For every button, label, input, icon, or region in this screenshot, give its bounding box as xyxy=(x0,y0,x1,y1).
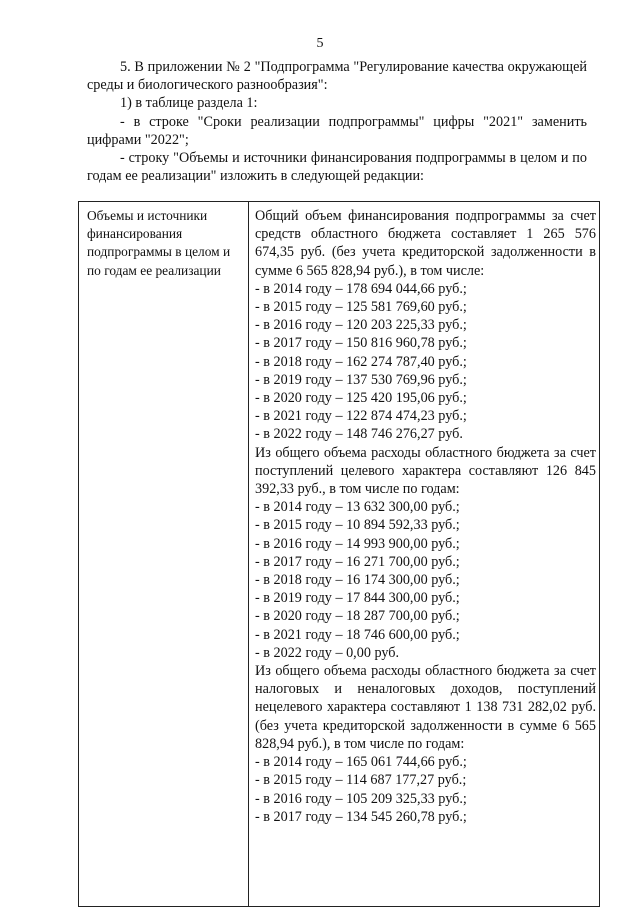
total-year-2016: - в 2016 году – 120 203 225,33 руб.; xyxy=(255,317,467,334)
total-year-2022: - в 2022 году – 148 746 276,27 руб. xyxy=(255,426,463,443)
tax-year-2016: - в 2016 году – 105 209 325,33 руб.; xyxy=(255,790,467,807)
targeted-funding-text: Из общего объема расходы областного бюджета за счет поступлений целевого характера составляют 126 845 392,33 руб., в том числе по годам: xyxy=(255,444,596,498)
total-year-2014: - в 2014 году – 178 694 044,66 руб.; xyxy=(255,280,467,297)
total-funding-text: Общий объем финансирования подпрограммы за счет средств областного бюджета составляет 1 265 576 674,35 руб. (без учета кредиторской задолженности в сумме 6 565 828,94 руб.), в том числе: xyxy=(255,208,596,279)
total-year-2017: - в 2017 году – 150 816 960,78 руб.; xyxy=(255,335,467,352)
funding-label-cell xyxy=(79,202,249,907)
tax-year-2015: - в 2015 году – 114 687 177,27 руб.; xyxy=(255,772,467,789)
funding-table xyxy=(78,201,600,907)
targeted-year-2021: - в 2021 году – 18 746 600,00 руб.; xyxy=(255,626,460,643)
tax-year-2017: - в 2017 году – 134 545 260,78 руб.; xyxy=(255,808,467,825)
targeted-year-2014: - в 2014 году – 13 632 300,00 руб.; xyxy=(255,499,460,516)
intro-text xyxy=(87,58,587,185)
intro-paragraph-terms: - в строке "Сроки реализации подпрограммы" цифры "2021" заменить цифрами "2022"; xyxy=(87,113,587,148)
targeted-year-2020: - в 2020 году – 18 287 700,00 руб.; xyxy=(255,608,460,625)
tax-funding-text: Из общего объема расходы областного бюджета за счет налоговых и неналоговых доходов, поступлений нецелевого характера составляют 1 138 731 282,02 руб. (без учета кредиторской задолженности в сумме 6 565 828,94 руб.), в том числе по годам: xyxy=(255,663,596,752)
targeted-year-2022: - в 2022 году – 0,00 руб. xyxy=(255,644,400,661)
total-year-2015: - в 2015 году – 125 581 769,60 руб.; xyxy=(255,299,467,316)
tax-year-2014: - в 2014 году – 165 061 744,66 руб.; xyxy=(255,754,467,771)
total-year-2018: - в 2018 году – 162 274 787,40 руб.; xyxy=(255,353,467,370)
targeted-year-2016: - в 2016 году – 14 993 900,00 руб.; xyxy=(255,535,460,552)
targeted-year-2015: - в 2015 году – 10 894 592,33 руб.; xyxy=(255,517,460,534)
total-year-2019: - в 2019 году – 137 530 769,96 руб.; xyxy=(255,371,467,388)
funding-details-cell xyxy=(249,202,600,907)
funding-label: Объемы и источники финансирования подпрограммы в целом и по годам ее реализации xyxy=(87,208,231,278)
targeted-year-2019: - в 2019 году – 17 844 300,00 руб.; xyxy=(255,590,460,607)
page-number: 5 xyxy=(316,36,324,51)
intro-paragraph-table: 1) в таблице раздела 1: xyxy=(120,95,258,112)
targeted-year-2017: - в 2017 году – 16 271 700,00 руб.; xyxy=(255,553,460,570)
total-year-2020: - в 2020 году – 125 420 195,06 руб.; xyxy=(255,390,467,407)
intro-paragraph-appendix: 5. В приложении № 2 "Подпрограмма "Регулирование качества окружающей среды и биологического разнообразия": xyxy=(87,59,587,94)
total-year-2021: - в 2021 году – 122 874 474,23 руб.; xyxy=(255,408,467,425)
intro-paragraph-funding: - строку "Объемы и источники финансирования подпрограммы в целом и по годам ее реализации" изложить в следующей редакции: xyxy=(87,150,587,185)
funding-row xyxy=(79,202,600,907)
targeted-year-2018: - в 2018 году – 16 174 300,00 руб.; xyxy=(255,572,460,589)
